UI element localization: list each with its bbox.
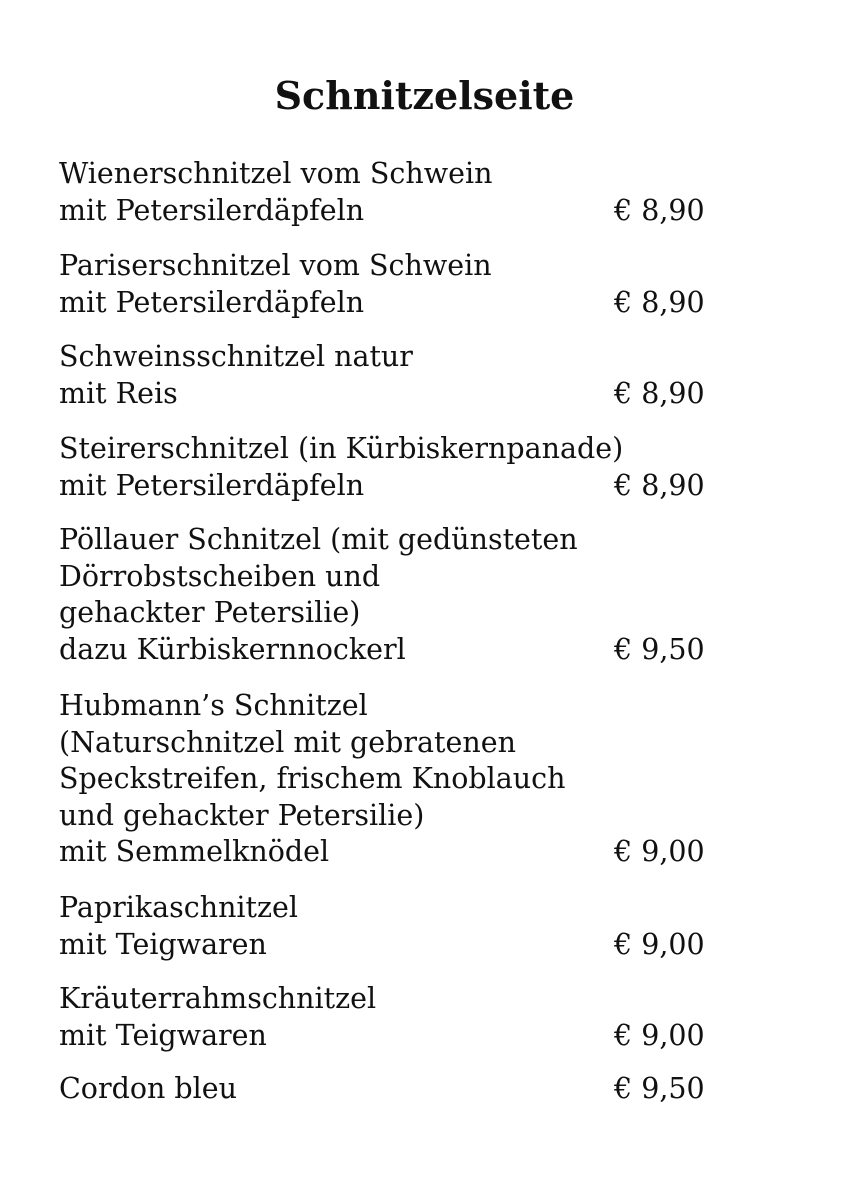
menu-item-line: und gehackter Petersilie) [59, 798, 425, 832]
menu-item-wienerschnitzel [59, 156, 719, 229]
menu-item-line: Paprikaschnitzel [59, 891, 298, 924]
menu-item-side: dazu Kürbiskernnockerl [59, 632, 406, 666]
menu-item-poellauer-schnitzel [59, 522, 719, 668]
menu-item-price: € 9,50 [614, 632, 705, 666]
menu-item-steirerschnitzel [59, 431, 719, 504]
menu-item-price: € 9,50 [614, 1072, 705, 1105]
menu-item-side: mit Semmelknödel [59, 835, 330, 868]
menu-item-hubmanns-schnitzel [59, 688, 719, 871]
menu-item-line [59, 193, 719, 230]
menu-item-side: mit Petersilerdäpfeln [59, 285, 365, 319]
menu-item-line: Speckstreifen, frischem Knoblauch [59, 762, 566, 795]
menu-item-schweinsschnitzel [59, 339, 719, 412]
menu-item-line: Steirerschnitzel (in Kürbiskernpanade) [59, 432, 624, 465]
menu-item-price: € 8,90 [614, 468, 705, 502]
menu-item-line [59, 834, 719, 871]
menu-item-line: Schweinsschnitzel natur [59, 340, 413, 373]
menu-item-price: € 9,00 [614, 1018, 705, 1052]
menu-item-price: € 9,00 [614, 927, 705, 961]
menu-item-kraeuterrahmschnitzel [59, 981, 719, 1054]
menu-item-line: Hubmann’s Schnitzel [59, 689, 368, 722]
menu-item-pariserschnitzel [59, 248, 719, 321]
menu-item-line: Kräuterrahmschnitzel [59, 982, 377, 1015]
menu-item-dish: Cordon bleu [59, 1072, 237, 1105]
menu-item-price: € 8,90 [614, 193, 705, 227]
menu-item-line: Pariserschnitzel vom Schwein [59, 249, 492, 282]
menu-item-side: mit Petersilerdäpfeln [59, 193, 365, 227]
menu-item-line [59, 468, 719, 505]
menu-item-paprikaschnitzel [59, 890, 719, 963]
menu-item-side: mit Teigwaren [59, 927, 267, 961]
menu-item-side: mit Petersilerdäpfeln [59, 468, 365, 502]
menu-item-line [59, 376, 719, 413]
menu-item-price: € 9,00 [614, 835, 705, 868]
menu-item-side: mit Reis [59, 376, 178, 410]
menu-item-price: € 8,90 [614, 376, 705, 410]
menu-item-cordon-bleu [59, 1071, 719, 1108]
menu-item-line [59, 927, 719, 964]
menu-item-line [59, 1018, 719, 1055]
menu-item-line: (Naturschnitzel mit gebratenen [59, 725, 516, 759]
menu-item-line: Wienerschnitzel vom Schwein [59, 157, 493, 190]
menu-item-side: mit Teigwaren [59, 1018, 267, 1052]
menu-item-line: Pöllauer Schnitzel (mit gedünsteten [59, 523, 578, 556]
menu-item-line [59, 1071, 719, 1108]
menu-item-line: Dörrobstscheiben und [59, 559, 381, 593]
menu-item-line [59, 285, 719, 322]
menu-item-price: € 8,90 [614, 285, 705, 319]
menu-item-line [59, 632, 719, 669]
menu-item-line: gehackter Petersilie) [59, 596, 361, 629]
page-title: Schnitzelseite [274, 73, 575, 118]
